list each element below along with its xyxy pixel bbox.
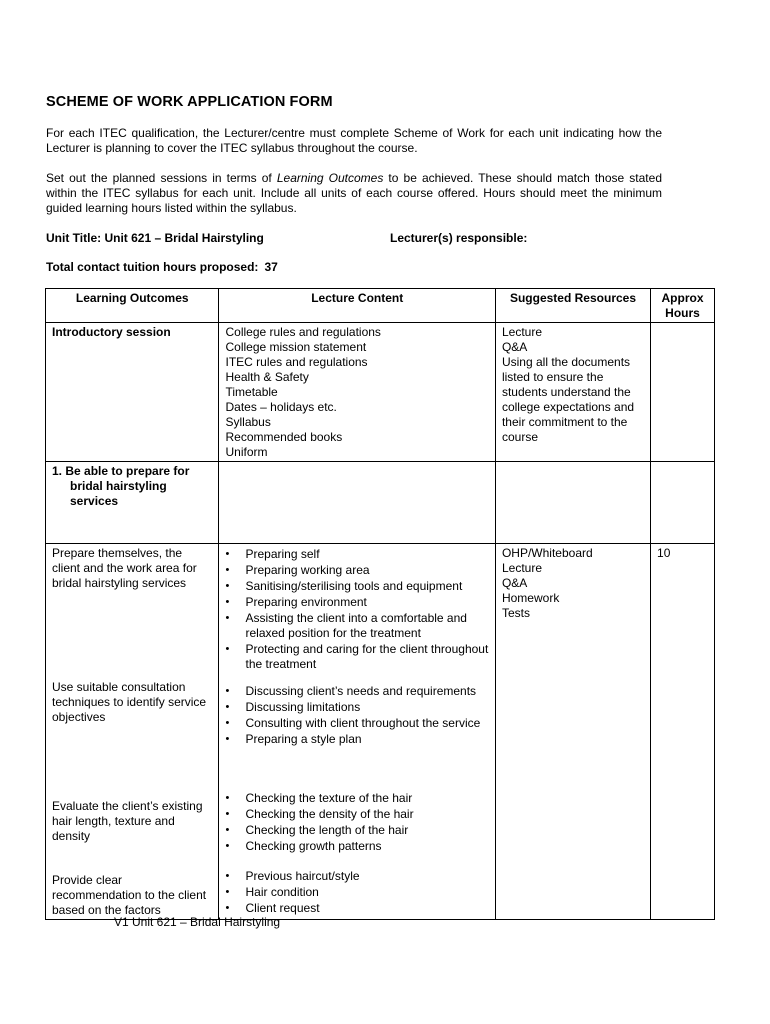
intro-content — [219, 323, 495, 462]
outcome-1-content — [219, 462, 495, 544]
intro-content-line: Health & Safety — [225, 370, 309, 384]
instructions-text-start: Set out the planned sessions in terms of — [46, 171, 277, 185]
intro-content-line: Uniform — [225, 445, 268, 459]
bullet-item: • Checking the length of the hair — [219, 823, 488, 838]
header-learning-outcomes: Learning Outcomes — [46, 289, 219, 323]
outcome-1-row — [46, 462, 715, 544]
header-approx-hours: Approx Hours — [651, 289, 715, 323]
intro-hours — [651, 323, 715, 462]
instructions-emphasis: Learning Outcomes — [276, 171, 384, 185]
intro-content-line: College mission statement — [225, 340, 367, 354]
resource-item: Homework — [501, 591, 560, 605]
bullet-item: • Sanitising/sterilising tools and equipment — [219, 579, 488, 594]
main-resources — [495, 544, 650, 920]
bullets-recommendation — [219, 869, 488, 916]
bullet-item: • Discussing limitations — [219, 700, 488, 715]
bullet-item: • Preparing self — [219, 547, 488, 562]
outcome-consultation: Use suitable consultation techniques to identify service objectives — [52, 680, 207, 724]
bullets-evaluate — [219, 791, 488, 869]
unit-title: Unit Title: Unit 621 – Bridal Hairstyling — [46, 231, 264, 245]
page-footer: V1 Unit 621 – Bridal Hairstyling — [114, 915, 281, 929]
intro-content-line: College rules and regulations — [225, 325, 381, 339]
instructions-paragraph — [46, 171, 662, 216]
bullet-item: • Preparing environment — [219, 595, 488, 610]
intro-resources: Lecture Q&A Using all the documents listed to ensure the students understand the college expectations and their commitment to the course — [495, 323, 650, 462]
main-content — [219, 544, 495, 920]
total-hours-value: 37 — [264, 260, 278, 274]
intro-content-line: Recommended books — [225, 430, 343, 444]
main-outcomes — [46, 544, 219, 920]
bullet-item: • Checking growth patterns — [219, 839, 488, 854]
bullet-item: • Protecting and caring for the client throughout the treatment — [219, 642, 488, 672]
main-row — [46, 544, 715, 920]
resource-item: Q&A — [501, 576, 528, 590]
intro-content-line: Syllabus — [225, 415, 271, 429]
outcome-prepare: Prepare themselves, the client and the work area for bridal hairstyling services — [52, 546, 197, 590]
header-lecture-content: Lecture Content — [219, 289, 495, 323]
table-header-row — [46, 289, 715, 323]
intro-row — [46, 323, 715, 462]
outcome-recommendation: Provide clear recommendation to the client based on the factors — [52, 873, 207, 917]
outcome-1-text: 1. Be able to prepare for bridal hairstyling services — [52, 464, 190, 508]
header-suggested-resources: Suggested Resources — [495, 289, 650, 323]
outcome-1-title — [46, 462, 219, 544]
scheme-of-work-table — [45, 288, 715, 920]
page-title: SCHEME OF WORK APPLICATION FORM — [46, 94, 333, 110]
total-hours-label: Total contact tuition hours proposed: — [46, 260, 259, 274]
bullets-consultation — [219, 684, 488, 791]
outcome-1-resources — [495, 462, 650, 544]
intro-content-line: ITEC rules and regulations — [225, 355, 368, 369]
bullet-item: • Checking the density of the hair — [219, 807, 488, 822]
resource-item: Lecture — [501, 561, 542, 575]
bullets-prepare — [219, 547, 488, 684]
bullet-item: • Hair condition — [219, 885, 488, 900]
bullet-item: • Client request — [219, 901, 488, 916]
outcome-evaluate: Evaluate the client’s existing hair length, texture and density — [52, 799, 203, 843]
resource-item: OHP/Whiteboard — [501, 546, 593, 560]
intro-outcome-text: Introductory session — [52, 325, 171, 339]
bullet-item: • Checking the texture of the hair — [219, 791, 488, 806]
resource-item: Tests — [501, 606, 530, 620]
intro-content-line: Timetable — [225, 385, 278, 399]
main-hours: 10 — [651, 544, 715, 920]
bullet-item: • Previous haircut/style — [219, 869, 488, 884]
bullet-item: • Preparing a style plan — [219, 732, 488, 747]
intro-paragraph: For each ITEC qualification, the Lecturer/centre must complete Scheme of Work for each unit indicating how the Lecturer is planning to cover the ITEC syllabus throughout the course. — [46, 126, 662, 155]
intro-content-line: Dates – holidays etc. — [225, 400, 337, 414]
instructions-text-end: to be achieved. These should match those stated within the ITEC syllabus for each unit. Include all units of each course offered. Hours should meet the minimum guided learning hours listed within the syllabus. — [46, 171, 662, 215]
bullet-item: • Assisting the client into a comfortable and relaxed position for the treatment — [219, 611, 488, 641]
bullet-item: • Discussing client’s needs and requirements — [219, 684, 488, 699]
total-hours — [46, 260, 278, 274]
bullet-item: • Consulting with client throughout the service — [219, 716, 488, 731]
outcome-1-hours — [651, 462, 715, 544]
bullet-item: • Preparing working area — [219, 563, 488, 578]
intro-outcome — [46, 323, 219, 462]
lecturer-label: Lecturer(s) responsible: — [390, 231, 528, 245]
